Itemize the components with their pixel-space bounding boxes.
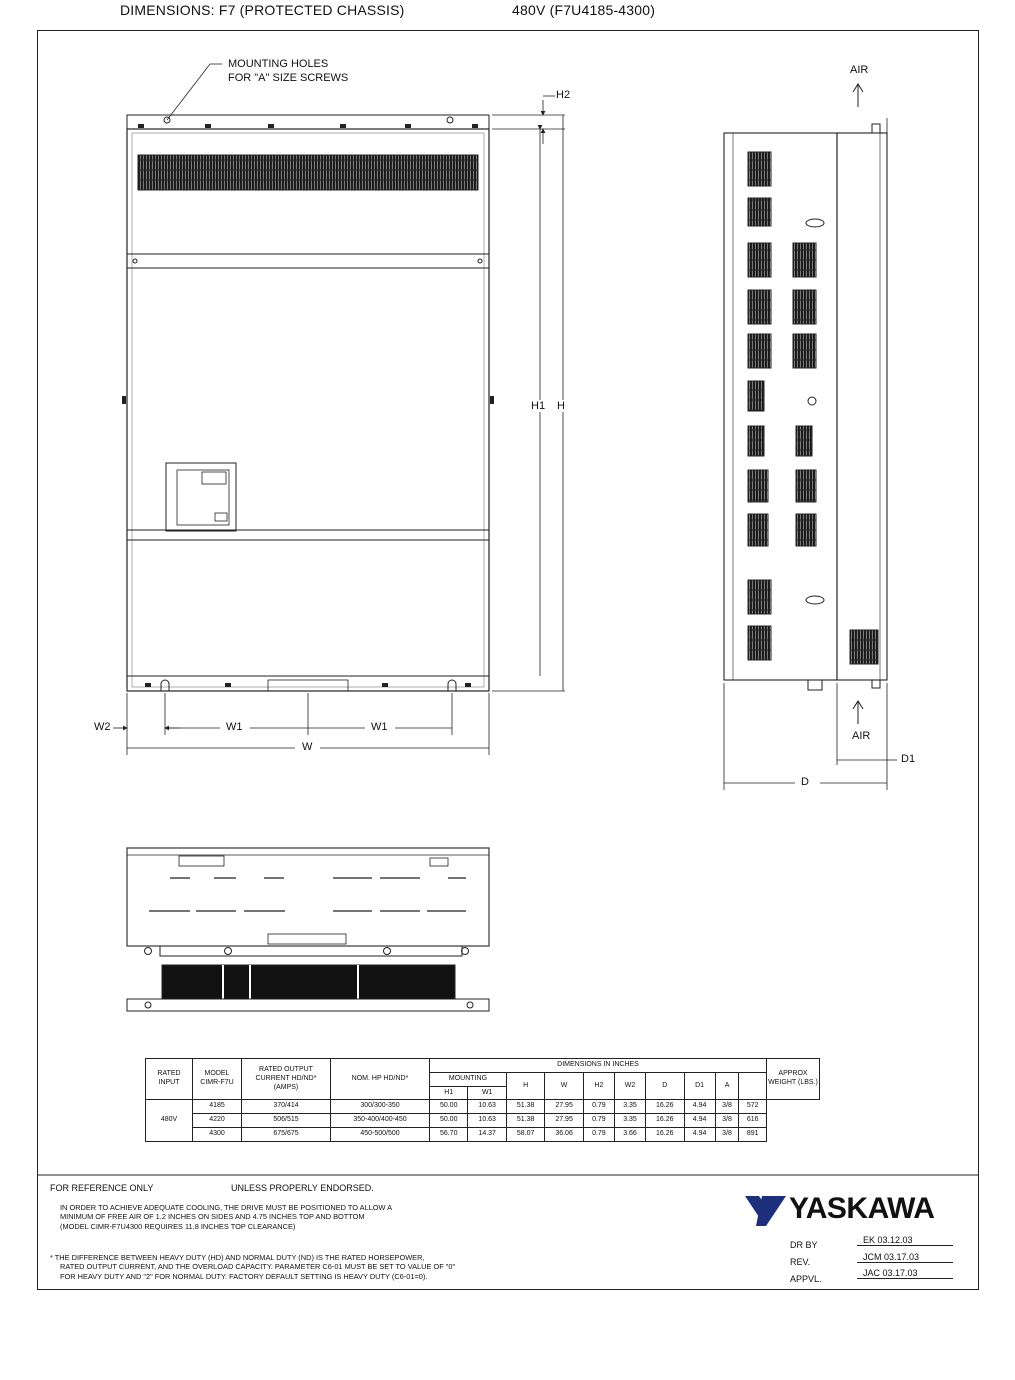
dim-label-w2: W2 — [94, 721, 111, 733]
col-h: H — [506, 1072, 544, 1100]
air-label-top: AIR — [850, 64, 869, 76]
col-d1: D1 — [684, 1072, 715, 1100]
col-h2: H2 — [583, 1072, 614, 1100]
table-row — [146, 1114, 820, 1128]
cell-d1: 4.94 — [684, 1100, 715, 1114]
cell-w: 27.95 — [545, 1114, 583, 1128]
cell-w: 36.06 — [545, 1127, 583, 1141]
cell-h1: 50.00 — [430, 1100, 468, 1114]
drawing-title: DIMENSIONS: F7 (PROTECTED CHASSIS) — [120, 2, 405, 18]
cell-d: 16.26 — [646, 1127, 684, 1141]
col-h1: H1 — [430, 1086, 468, 1100]
cell-d1: 4.94 — [684, 1127, 715, 1141]
dim-label-h: H — [557, 400, 565, 412]
cell-weight: 891 — [739, 1127, 767, 1141]
cell-model: 4220 — [193, 1114, 242, 1128]
appvl-label: APPVL. — [790, 1274, 822, 1284]
endorsed-text: UNLESS PROPERLY ENDORSED. — [231, 1183, 374, 1193]
cell-w2: 3.35 — [614, 1100, 645, 1114]
col-d: D — [646, 1072, 684, 1100]
cell-h: 51.38 — [506, 1100, 544, 1114]
cell-w1: 14.37 — [468, 1127, 506, 1141]
bottom-view — [127, 848, 489, 1011]
col-weight: APPROX WEIGHT (LBS.) — [767, 1059, 820, 1100]
col-model: MODEL CIMR-F7U — [193, 1059, 242, 1100]
cell-d: 16.26 — [646, 1100, 684, 1114]
cell-weight: 572 — [739, 1100, 767, 1114]
col-w: W — [545, 1072, 583, 1100]
col-mounting: MOUNTING — [430, 1072, 507, 1086]
cell-weight: 616 — [739, 1114, 767, 1128]
col-w2: W2 — [614, 1072, 645, 1100]
col-w1: W1 — [468, 1086, 506, 1100]
cell-current: 506/515 — [242, 1114, 331, 1128]
dim-label-d1: D1 — [901, 753, 916, 765]
dim-label-w1-left: W1 — [226, 721, 243, 733]
duty-note: * THE DIFFERENCE BETWEEN HEAVY DUTY (HD) AND NORMAL DUTY (ND) IS THE RATED HORSEPOWER, RATED OUTPUT CURRENT, AND THE OVERLOAD CAPACITY. PARAMETER C6-01 MUST BE SET TO VALUE OF "0" FOR HEAVY DUTY AND "2" FOR NORMAL DUTY. FACTORY DEFAULT SETTING IS HEAVY DUTY (C6-01=0). — [50, 1253, 456, 1281]
cell-h2: 0.79 — [583, 1100, 614, 1114]
rated-input-value: 480V — [146, 1100, 193, 1141]
col-rated-input: RATED INPUT — [146, 1059, 193, 1100]
yaskawa-logo: YASKAWA — [789, 1192, 935, 1225]
cell-d1: 4.94 — [684, 1114, 715, 1128]
cell-d: 16.26 — [646, 1114, 684, 1128]
voltage-range-title: 480V (F7U4185-4300) — [512, 2, 656, 18]
cell-w1: 10.63 — [468, 1114, 506, 1128]
cell-hp: 350-400/400-450 — [331, 1114, 430, 1128]
cell-w1: 10.63 — [468, 1100, 506, 1114]
cell-a: 3/8 — [715, 1100, 739, 1114]
cell-w: 27.95 — [545, 1100, 583, 1114]
cell-model: 4300 — [193, 1127, 242, 1141]
cell-w2: 3.66 — [614, 1127, 645, 1141]
table-row — [146, 1100, 820, 1114]
cell-a: 3/8 — [715, 1127, 739, 1141]
cell-a: 3/8 — [715, 1114, 739, 1128]
air-label-bottom: AIR — [852, 730, 871, 742]
appvl-value: JAC 03.17.03 — [857, 1268, 953, 1279]
dim-label-w1-right: W1 — [371, 721, 388, 733]
side-view — [724, 118, 887, 690]
cell-h: 58.07 — [506, 1127, 544, 1141]
mounting-holes-callout: MOUNTING HOLES FOR "A" SIZE SCREWS — [228, 58, 349, 85]
cell-current: 675/675 — [242, 1127, 331, 1141]
col-hp: NOM. HP HD/ND* — [331, 1059, 430, 1100]
rev-label: REV. — [790, 1257, 811, 1267]
cell-h: 51.38 — [506, 1114, 544, 1128]
dim-label-h2: H2 — [556, 89, 571, 101]
cell-h2: 0.79 — [583, 1114, 614, 1128]
front-view — [122, 115, 494, 691]
reference-only-text: FOR REFERENCE ONLY — [50, 1183, 154, 1193]
col-a: A — [715, 1072, 739, 1100]
dim-label-h1: H1 — [531, 400, 546, 412]
cell-model: 4185 — [193, 1100, 242, 1114]
cooling-note: IN ORDER TO ACHIEVE ADEQUATE COOLING, THE DRIVE MUST BE POSITIONED TO ALLOW A MINIMUM OF FREE AIR OF 1.2 INCHES ON SIDES AND 4.75 INCHES TOP AND BOTTOM (MODEL CIMR-F7U4300 REQUIRES 11.8 INCHES TOP CLEARANCE) — [60, 1203, 393, 1231]
dim-label-d: D — [801, 776, 809, 788]
col-current: RATED OUTPUT CURRENT HD/ND* (AMPS) — [242, 1059, 331, 1100]
cell-h1: 50.00 — [430, 1114, 468, 1128]
cell-hp: 300/300-350 — [331, 1100, 430, 1114]
yaskawa-logo-icon — [745, 1196, 786, 1226]
cell-h1: 56.70 — [430, 1127, 468, 1141]
cell-hp: 450-500/500 — [331, 1127, 430, 1141]
cell-current: 370/414 — [242, 1100, 331, 1114]
rev-value: JCM 03.17.03 — [857, 1252, 953, 1263]
cell-w2: 3.35 — [614, 1114, 645, 1128]
dimensions-table — [145, 1058, 820, 1142]
table-row — [146, 1127, 820, 1141]
dim-label-w: W — [302, 741, 313, 753]
dr-by-value: EK 03.12.03 — [857, 1235, 953, 1246]
col-dimensions: DIMENSIONS IN INCHES — [430, 1059, 767, 1073]
front-dimensions — [113, 96, 565, 755]
dr-by-label: DR BY — [790, 1240, 818, 1250]
cell-h2: 0.79 — [583, 1127, 614, 1141]
